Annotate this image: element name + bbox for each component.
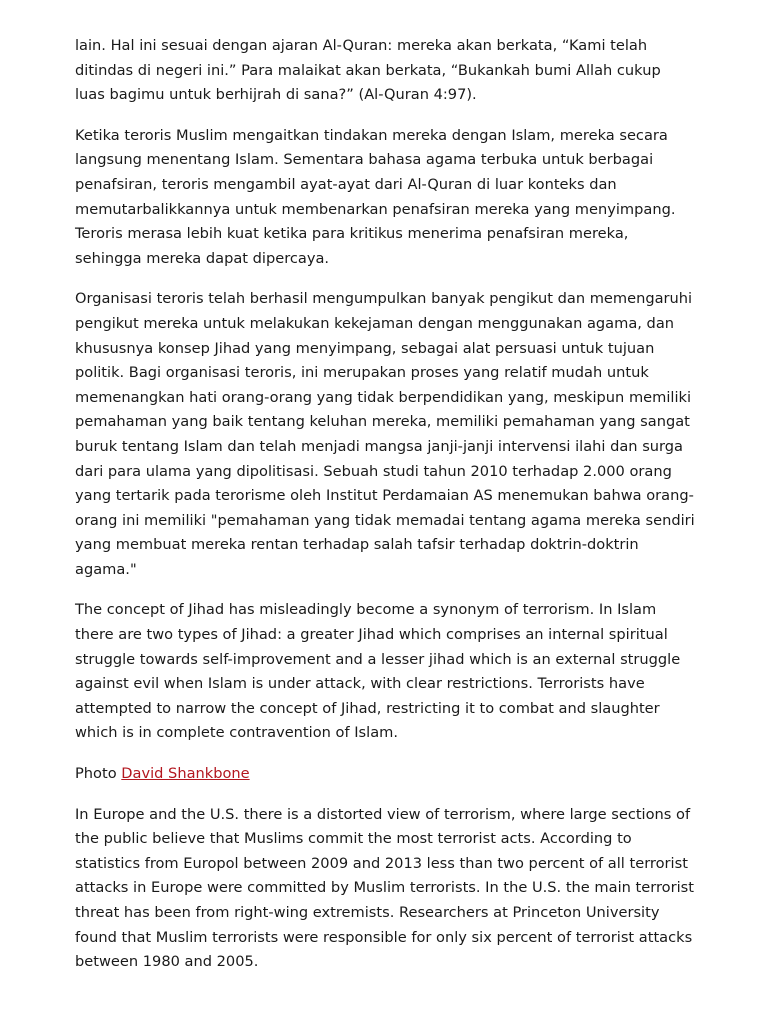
article-body — [75, 34, 695, 991]
paragraph-quran-quote: lain. Hal ini sesuai dengan ajaran Al-Quran: mereka akan berkata, “Kami telah ditindas di negeri ini.” Para malaikat akan berkata, “Bukankah bumi Allah cukup luas bagimu untuk berhijrah di sana?” (Al-Quran 4:97). — [75, 37, 661, 104]
paragraph-europe-us-view: In Europe and the U.S. there is a distorted view of terrorism, where large sections of the public believe that Muslims commit the most terrorist acts. According to statistics from Europol between 2009 and 2013 less than two percent of all terrorist attacks in Europe were committed by Muslim terrorists. In the U.S. the main terrorist threat has been from right-wing extremists. Researchers at Princeton University found that Muslim terrorists were responsible for only six percent of terrorist attacks between 1980 and 2005. — [75, 805, 694, 971]
photo-credit-link[interactable]: David Shankbone — [121, 765, 250, 783]
photo-credit — [75, 762, 695, 787]
paragraph-terrorist-organizations: Organisasi teroris telah berhasil mengumpulkan banyak pengikut dan memengaruhi pengikut mereka untuk melakukan kekejaman dengan menggunakan agama, dan khususnya konsep Jihad yang menyimpang, sebagai alat persuasi untuk tujuan politik. Bagi organisasi teroris, ini merupakan proses yang relatif mudah untuk memenangkan hati orang-orang yang tidak berpendidikan yang, meskipun memiliki pemahaman yang baik tentang keluhan mereka, memiliki pemahaman yang sangat buruk tentang Islam dan telah menjadi mangsa janji-janji intervensi ilahi dan surga dari para ulama yang dipolitisasi. Sebuah studi tahun 2010 terhadap 2.000 orang yang tertarik pada terorisme oleh Institut Perdamaian AS menemukan bahwa orang-orang ini memiliki "pemahaman yang tidak memadai tentang agama mereka sendiri yang membuat mereka rentan terhadap salah tafsir terhadap doktrin-doktrin agama." — [75, 290, 695, 578]
photo-credit-prefix: Photo — [75, 765, 117, 783]
paragraph-concept-of-jihad: The concept of Jihad has misleadingly become a synonym of terrorism. In Islam there are two types of Jihad: a greater Jihad which comprises an internal spiritual struggle towards self-improvement and a lesser jihad which is an external struggle against evil when Islam is under attack, with clear restrictions. Terrorists have attempted to narrow the concept of Jihad, restricting it to combat and slaughter which is in complete contravention of Islam. — [75, 601, 681, 742]
paragraph-terrorists-islam: Ketika teroris Muslim mengaitkan tindakan mereka dengan Islam, mereka secara langsung menentang Islam. Sementara bahasa agama terbuka untuk berbagai penafsiran, teroris mengambil ayat-ayat dari Al-Quran di luar konteks dan memutarbalikkannya untuk membenarkan penafsiran mereka yang menyimpang. Teroris merasa lebih kuat ketika para kritikus menerima penafsiran mereka, sehingga mereka dapat dipercaya. — [75, 126, 676, 267]
